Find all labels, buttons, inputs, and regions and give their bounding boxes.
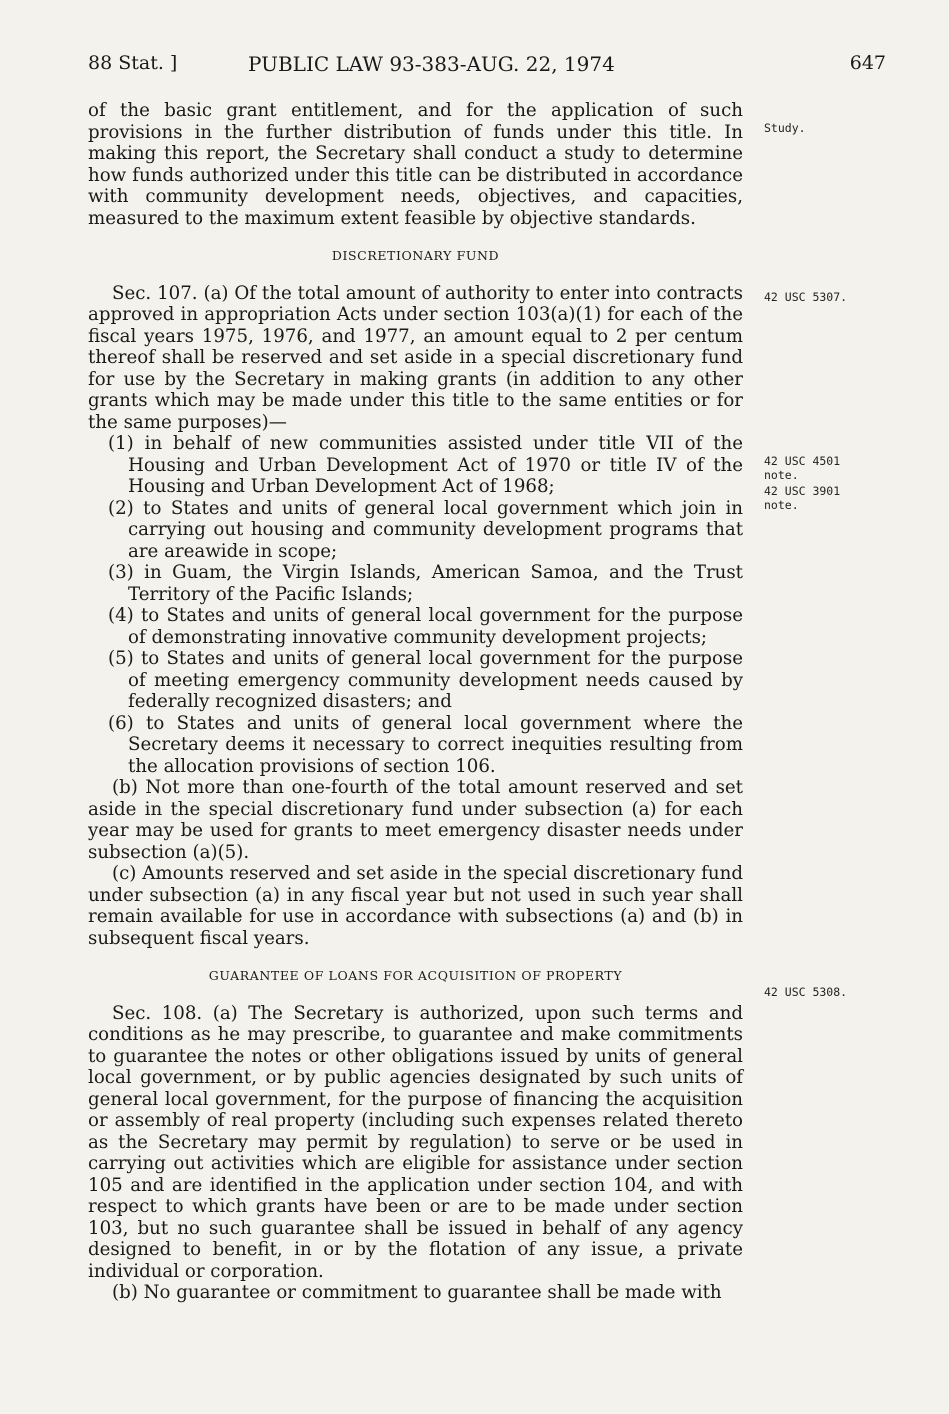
margin-note-study: Study. [764,121,806,135]
paragraph-sec-107-a: Sec. 107. (a) Of the total amount of authority to enter into contracts approved in appropriation Acts under section 103(a)(1) for each of the fiscal years 1975, 1976, and 1977, an amount equal to 2 per centum thereof shall be reserved and set aside in a special discretionary fund for use by the Secretary in making grants (in addition to any other grants which may be made under this title to the same entities or for the same purposes)— [88,282,743,433]
paragraph-continuation: of the basic grant entitlement, and for the application of such provisions in the further distribution of funds under this title. In making this report, the Secretary shall conduct a study to determine how funds authorized under this title can be distributed in accordance with community development needs, objectives, and capacities, measured to the maximum extent feasible by objective standards. [88,100,743,229]
volume-citation: 88 Stat. ] [88,52,178,74]
page-body [88,100,743,1304]
margin-note-usc-5307: 42 USC 5307. [764,290,848,304]
page-header [88,52,888,82]
margin-note-usc-3901: 42 USC 3901 note. [764,484,841,512]
margin-note-usc-5308: 42 USC 5308. [764,985,848,999]
margin-note-usc-4501: 42 USC 4501 note. [764,454,841,482]
paragraph-sec-107-c: (c) Amounts reserved and set aside in the special discretionary fund under subsection (a) in any fiscal year but not used in such year shall remain available for use in accordance with subsections (a) and (b) in subsequent fiscal years. [88,863,743,949]
section-heading-loan-guarantee: GUARANTEE OF LOANS FOR ACQUISITION OF PROPERTY [208,968,623,983]
list-item-1: (1) in behalf of new communities assisted under title VII of the Housing and Urban Development Act of 1970 or title IV of the Housing and Urban Development Act of 1968; [108,433,743,497]
paragraph-sec-108-b: (b) No guarantee or commitment to guarantee shall be made with [112,1282,722,1303]
list-item-5: (5) to States and units of general local government for the purpose of meeting emergency community development needs caused by federally recognized disasters; and [108,648,743,712]
page-number: 647 [849,52,886,74]
list-item-3: (3) in Guam, the Virgin Islands, American Samoa, and the Trust Territory of the Pacific Islands; [108,562,743,605]
list-item-4: (4) to States and units of general local government for the purpose of demonstrating innovative community development projects; [108,605,743,648]
paragraph-sec-108-a: Sec. 108. (a) The Secretary is authorized, upon such terms and conditions as he may prescribe, to guarantee and make commitments to guarantee the notes or other obligations issued by units of general local government, or by public agencies designated by such units of general local government, for the purpose of financing the acquisition or assembly of real property (including such expenses related thereto as the Secretary may permit by regulation) to serve or be used in carrying out activities which are eligible for assistance under section 105 and are identified in the application under section 104, and with respect to which grants have been or are to be made under section 103, but no such guarantee shall be issued in behalf of any agency designed to benefit, in or by the flotation of any issue, a private individual or corporation. [88,1002,743,1282]
law-title: PUBLIC LAW 93-383-AUG. 22, 1974 [248,52,615,76]
paragraph-sec-107-b: (b) Not more than one-fourth of the total amount reserved and set aside in the special discretionary fund under subsection (a) for each year may be used for grants to meet emergency disaster needs under subsection (a)(5). [88,777,743,863]
list-item-6: (6) to States and units of general local government where the Secretary deems it necessary to correct inequities resulting from the allocation provisions of section 106. [108,712,743,777]
section-heading-discretionary-fund: DISCRETIONARY FUND [331,248,500,263]
list-item-2: (2) to States and units of general local government which join in carrying out housing and community development programs that are areawide in scope; [108,497,743,562]
